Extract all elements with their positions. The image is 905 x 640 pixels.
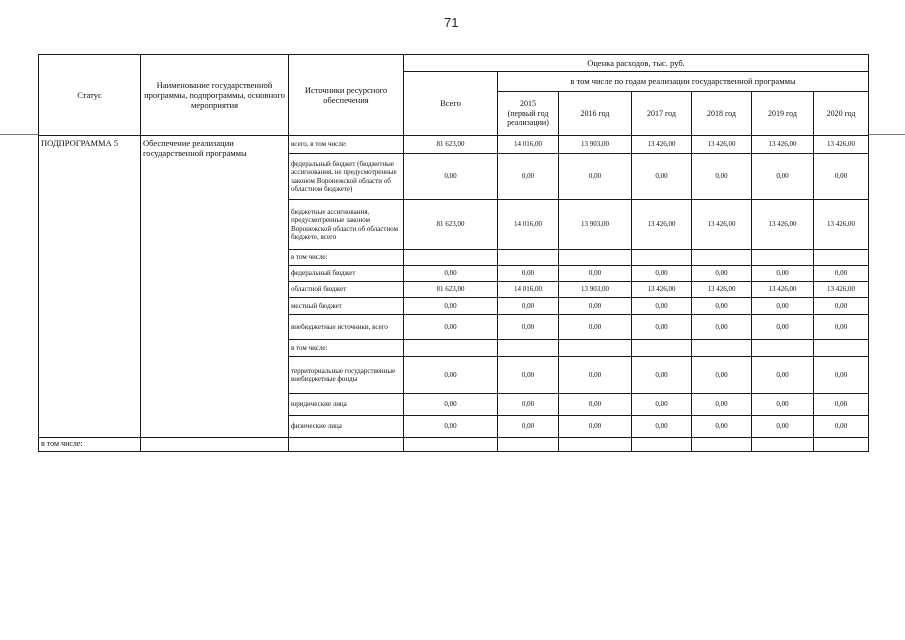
year-value-cell: 13 426,00 — [814, 136, 869, 154]
total-cell: 0,00 — [404, 394, 498, 416]
scan-line-right — [868, 134, 905, 135]
year-value-cell: 14 016,00 — [498, 136, 559, 154]
year-value-cell: 13 426,00 — [632, 136, 692, 154]
total-cell: 0,00 — [404, 416, 498, 438]
year-value-cell: 14 016,00 — [498, 200, 559, 250]
header-status: Статус — [39, 55, 141, 136]
header-year-2: 2017 год — [632, 92, 692, 136]
total-cell — [404, 340, 498, 357]
year-value-cell: 13 903,00 — [559, 136, 632, 154]
header-year-1: 2016 год — [559, 92, 632, 136]
year-value-cell: 13 426,00 — [632, 282, 692, 298]
year-value-cell: 13 426,00 — [814, 200, 869, 250]
footer-empty-cell — [289, 438, 404, 452]
year-value-cell: 0,00 — [559, 416, 632, 438]
year-value-cell: 0,00 — [814, 154, 869, 200]
year-value-cell: 13 903,00 — [559, 200, 632, 250]
source-cell: федеральный бюджет (бюджетные ассигнования, не предусмотренные законом Воронежской области об областном бюджете) — [289, 154, 404, 200]
year-value-cell: 0,00 — [692, 154, 752, 200]
year-value-cell: 0,00 — [632, 394, 692, 416]
total-cell: 0,00 — [404, 315, 498, 340]
year-value-cell: 0,00 — [692, 394, 752, 416]
year-value-cell: 0,00 — [559, 394, 632, 416]
source-cell: бюджетные ассигнования, предусмотренные законом Воронежской области об областном бюджете, всего — [289, 200, 404, 250]
year-value-cell — [692, 250, 752, 266]
budget-table — [38, 54, 869, 452]
footer-empty-cell — [814, 438, 869, 452]
footer-empty-cell — [141, 438, 289, 452]
year-value-cell — [814, 250, 869, 266]
footer-empty-cell — [498, 438, 559, 452]
year-value-cell: 0,00 — [498, 298, 559, 315]
year-value-cell: 0,00 — [752, 266, 814, 282]
year-value-cell — [752, 250, 814, 266]
year-value-cell: 0,00 — [498, 266, 559, 282]
year-value-cell: 0,00 — [752, 298, 814, 315]
year-value-cell — [559, 340, 632, 357]
year-value-cell: 0,00 — [692, 357, 752, 394]
year-value-cell: 0,00 — [814, 315, 869, 340]
total-cell: 0,00 — [404, 298, 498, 315]
year-value-cell: 0,00 — [752, 315, 814, 340]
source-cell: всего, в том числе: — [289, 136, 404, 154]
header-year-5: 2020 год — [814, 92, 869, 136]
footer-label: в том числе: — [39, 438, 141, 452]
year-value-cell: 0,00 — [692, 266, 752, 282]
year-value-cell: 0,00 — [632, 266, 692, 282]
total-cell: 81 623,00 — [404, 136, 498, 154]
page-number: 71 — [444, 15, 459, 30]
total-cell: 0,00 — [404, 154, 498, 200]
year-value-cell: 0,00 — [814, 266, 869, 282]
header-estimate: Оценка расходов, тыс. руб. — [404, 55, 869, 72]
source-cell: местный бюджет — [289, 298, 404, 315]
year-value-cell — [692, 340, 752, 357]
year-value-cell — [752, 340, 814, 357]
year-value-cell: 13 426,00 — [692, 136, 752, 154]
footer-empty-cell — [692, 438, 752, 452]
source-cell: федеральный бюджет — [289, 266, 404, 282]
year-value-cell: 0,00 — [752, 394, 814, 416]
year-value-cell: 13 903,00 — [559, 282, 632, 298]
header-by-year: в том числе по годам реализации государственной программы — [498, 72, 869, 92]
source-cell: областной бюджет — [289, 282, 404, 298]
year-value-cell — [632, 250, 692, 266]
footer-empty-cell — [752, 438, 814, 452]
year-value-cell: 0,00 — [559, 315, 632, 340]
total-cell: 0,00 — [404, 357, 498, 394]
year-value-cell — [498, 340, 559, 357]
year-value-cell: 13 426,00 — [752, 200, 814, 250]
year-value-cell: 0,00 — [559, 298, 632, 315]
year-value-cell: 14 016,00 — [498, 282, 559, 298]
header-row-1 — [39, 55, 869, 72]
year-value-cell: 0,00 — [814, 298, 869, 315]
status-cell: ПОДПРОГРАММА 5 — [39, 136, 141, 438]
year-value-cell: 13 426,00 — [752, 136, 814, 154]
year-value-cell: 0,00 — [692, 416, 752, 438]
year-value-cell: 0,00 — [498, 315, 559, 340]
year-value-cell: 0,00 — [632, 357, 692, 394]
year-value-cell: 0,00 — [632, 298, 692, 315]
total-cell: 81 623,00 — [404, 282, 498, 298]
year-value-cell — [632, 340, 692, 357]
total-cell — [404, 250, 498, 266]
scan-line-left — [0, 134, 38, 135]
source-cell: в том числе: — [289, 250, 404, 266]
source-cell: внебюджетные источники, всего — [289, 315, 404, 340]
year-value-cell — [814, 340, 869, 357]
table-row — [39, 136, 869, 154]
year-value-cell — [498, 250, 559, 266]
year-value-cell: 0,00 — [498, 154, 559, 200]
year-value-cell: 0,00 — [632, 154, 692, 200]
footer-empty-cell — [632, 438, 692, 452]
year-value-cell: 0,00 — [752, 416, 814, 438]
source-cell: физические лица — [289, 416, 404, 438]
year-value-cell: 0,00 — [498, 416, 559, 438]
header-total: Всего — [404, 72, 498, 136]
year-value-cell: 0,00 — [559, 154, 632, 200]
year-value-cell: 0,00 — [632, 416, 692, 438]
year-value-cell: 0,00 — [559, 357, 632, 394]
header-year-4: 2019 год — [752, 92, 814, 136]
source-cell: территориальные государственные внебюджетные фонды — [289, 357, 404, 394]
year-value-cell: 0,00 — [752, 154, 814, 200]
header-sources: Источники ресурсного обеспечения — [289, 55, 404, 136]
year-value-cell: 0,00 — [814, 357, 869, 394]
year-value-cell: 13 426,00 — [814, 282, 869, 298]
year-value-cell: 0,00 — [814, 416, 869, 438]
year-value-cell: 13 426,00 — [752, 282, 814, 298]
header-year-0: 2015 (первый год реализации) — [498, 92, 559, 136]
year-value-cell: 0,00 — [632, 315, 692, 340]
program-name-cell: Обеспечение реализации государственной программы — [141, 136, 289, 438]
footer-row — [39, 438, 869, 452]
footer-empty-cell — [559, 438, 632, 452]
year-value-cell: 13 426,00 — [692, 282, 752, 298]
year-value-cell: 0,00 — [498, 357, 559, 394]
year-value-cell: 0,00 — [559, 266, 632, 282]
footer-empty-cell — [404, 438, 498, 452]
source-cell: юридические лица — [289, 394, 404, 416]
source-cell: в том числе: — [289, 340, 404, 357]
year-value-cell: 0,00 — [498, 394, 559, 416]
year-value-cell: 0,00 — [692, 315, 752, 340]
header-name: Наименование государственной программы, подпрограммы, основного мероприятия — [141, 55, 289, 136]
year-value-cell — [559, 250, 632, 266]
year-value-cell: 13 426,00 — [692, 200, 752, 250]
year-value-cell: 0,00 — [814, 394, 869, 416]
total-cell: 0,00 — [404, 266, 498, 282]
year-value-cell: 0,00 — [692, 298, 752, 315]
year-value-cell: 0,00 — [752, 357, 814, 394]
total-cell: 81 623,00 — [404, 200, 498, 250]
year-value-cell: 13 426,00 — [632, 200, 692, 250]
header-year-3: 2018 год — [692, 92, 752, 136]
